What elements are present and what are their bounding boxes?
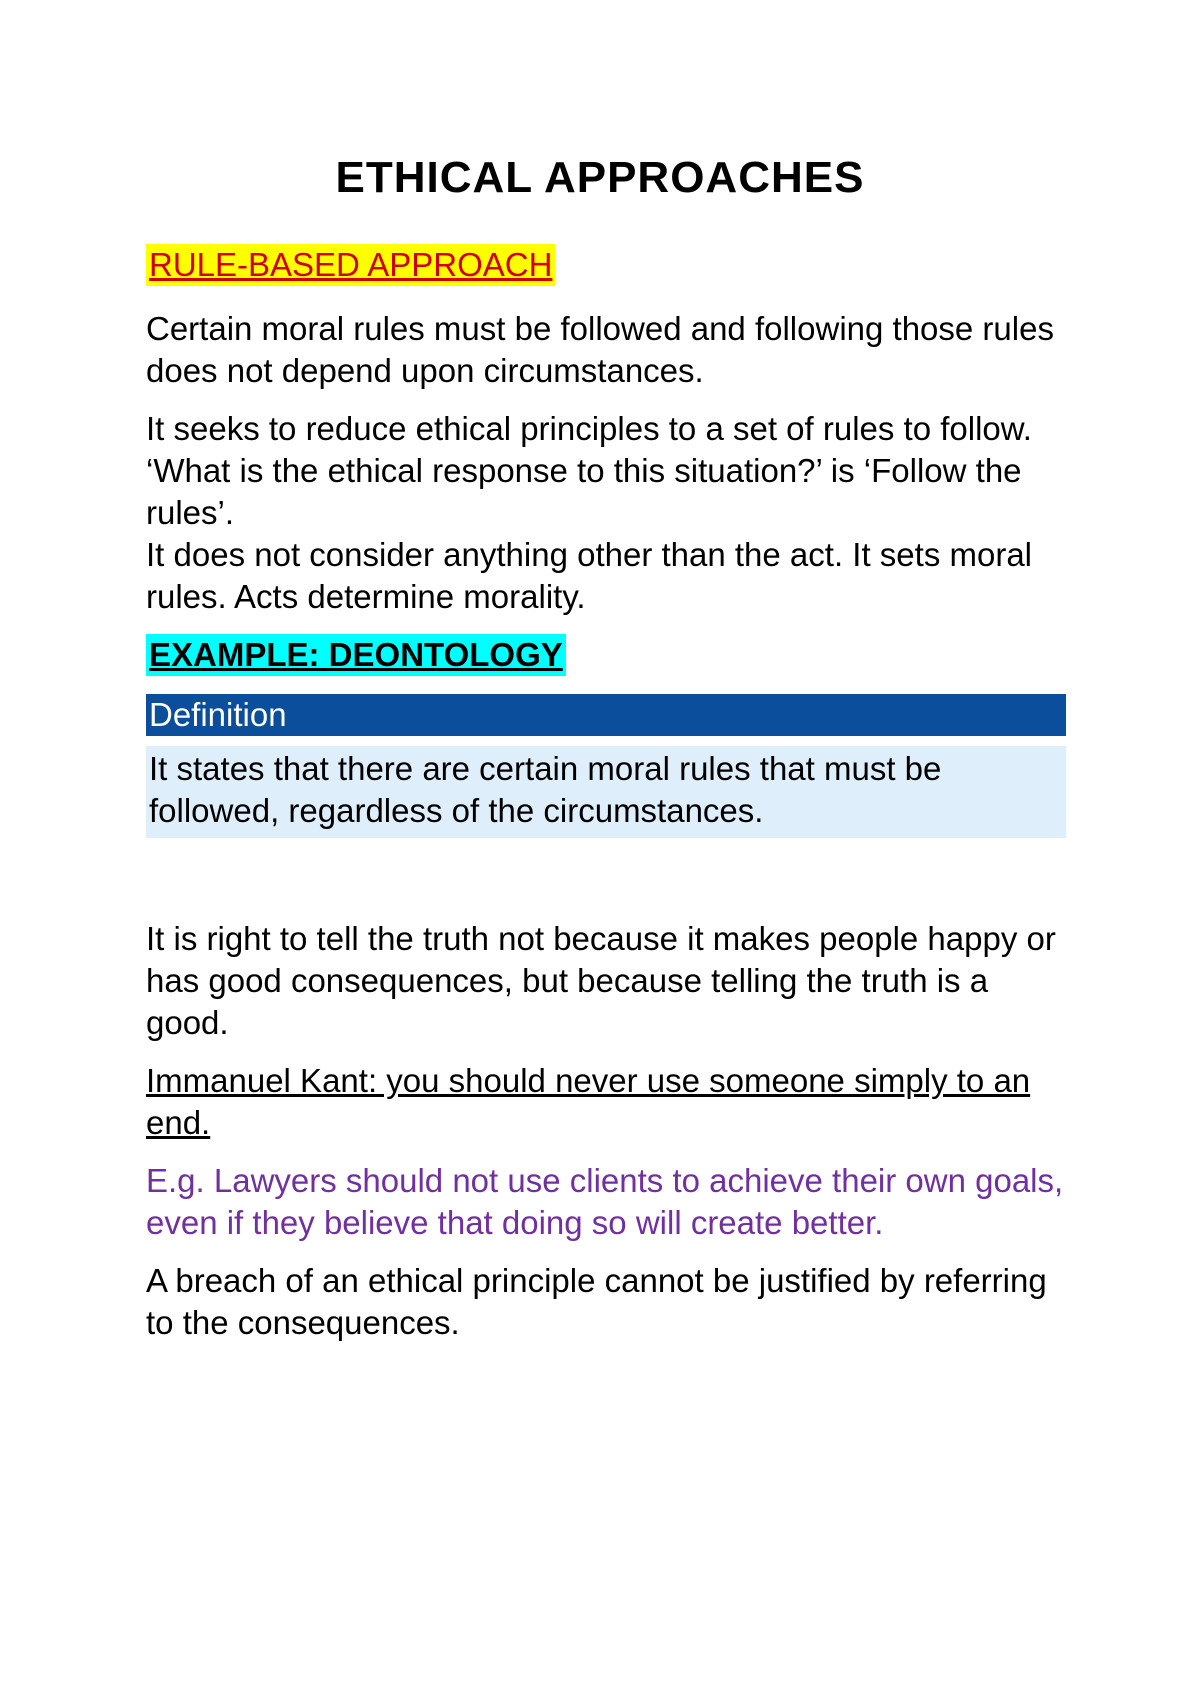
closing-paragraph: A breach of an ethical principle cannot be justified by referring to the consequences. [146,1262,1047,1341]
kant-quote: Immanuel Kant: you should never use someone simply to an end. [146,1062,1031,1141]
lawyer-example: E.g. Lawyers should not use clients to achieve their own goals, even if they believe that doing so will create better. [146,1162,1064,1241]
rule-based-paragraph-1: Certain moral rules must be followed and following those rules does not depend upon circumstances. [146,310,1054,389]
document-body [146,244,1066,1344]
rule-based-heading: RULE-BASED APPROACH [146,244,555,286]
rule-based-line-3: It does not consider anything other than the act. It sets moral rules. Acts determine morality. [146,536,1033,615]
rule-based-line-1: It seeks to reduce ethical principles to a set of rules to follow. [146,410,1032,447]
document-title: ETHICAL APPROACHES [335,153,865,202]
rule-based-line-2: ‘What is the ethical response to this situation?’ is ‘Follow the rules’. [146,452,1022,531]
definition-body: It states that there are certain moral rules that must be followed, regardless of the circumstances. [146,746,1066,838]
truth-paragraph: It is right to tell the truth not because it makes people happy or has good consequences, but because telling the truth is a good. [146,920,1056,1041]
deontology-heading: EXAMPLE: DEONTOLOGY [146,634,566,676]
definition-header: Definition [146,694,1066,736]
